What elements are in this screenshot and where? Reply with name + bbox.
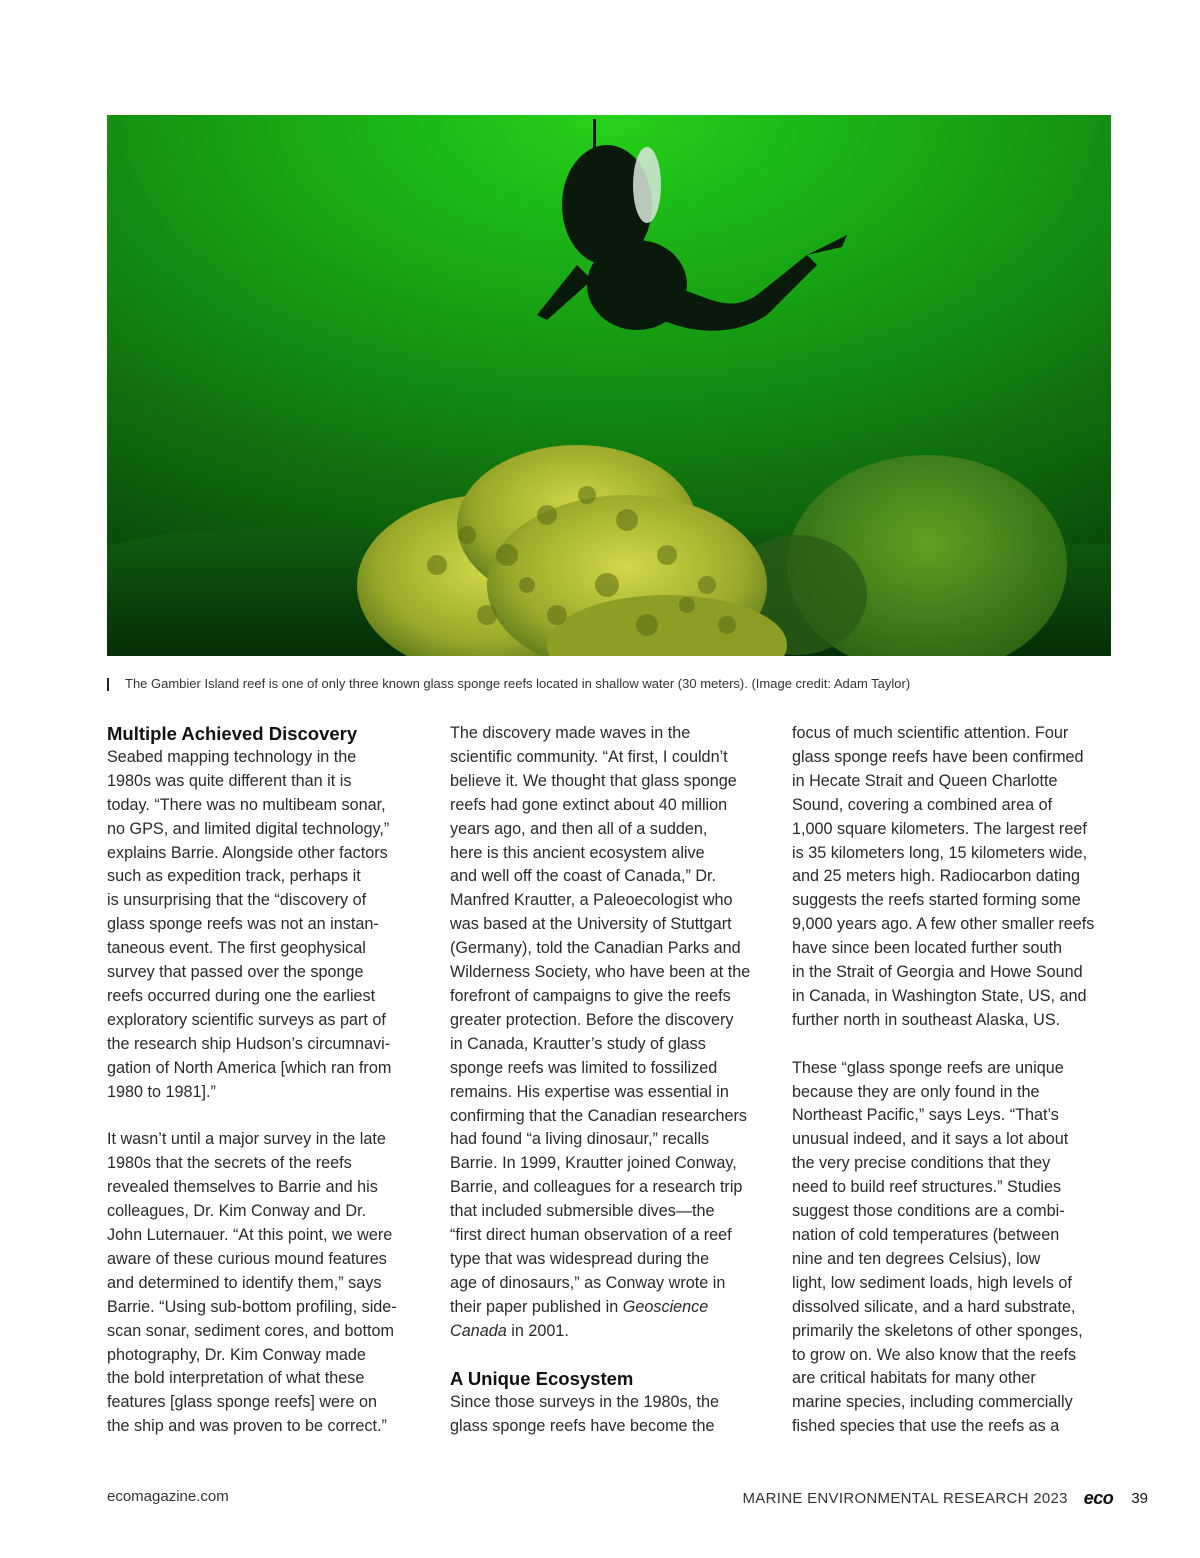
- text-line: It wasn’t until a major survey in the late: [107, 1130, 386, 1149]
- paragraph: [450, 722, 778, 1344]
- text-line: focus of much scientific attention. Four: [792, 724, 1069, 742]
- caption-text: The Gambier Island reef is one of only three known glass sponge reefs located in shallow water (30 meters). (Image credit: Adam Taylor): [125, 676, 911, 691]
- text-line: in Hecate Strait and Queen Charlotte: [792, 771, 1058, 790]
- section-heading-discovery: Multiple Achieved Discovery: [107, 723, 358, 744]
- text-line: was based at the University of Stuttgart: [450, 915, 732, 934]
- text-line: the very precise conditions that they: [792, 1154, 1051, 1173]
- text-line: the research ship Hudson’s circumnavi-: [107, 1034, 391, 1053]
- text-line: features [glass sponge reefs] were on: [107, 1393, 377, 1412]
- paragraph-gap: [792, 1033, 1120, 1057]
- text-line: colleagues, Dr. Kim Conway and Dr.: [107, 1202, 367, 1221]
- text-line: John Luternauer. “At this point, we were: [107, 1226, 393, 1245]
- text-line: [450, 1296, 778, 1320]
- text-line: had found “a living dinosaur,” recalls: [450, 1130, 710, 1149]
- text-line: “first direct human observation of a reef: [450, 1226, 732, 1245]
- caption-marker: [107, 678, 109, 691]
- text-line: no GPS, and limited digital technology,”: [107, 819, 390, 838]
- text-line: suggests the reefs started forming some: [792, 891, 1081, 910]
- text-line: Barrie, and colleagues for a research trip: [450, 1178, 743, 1197]
- text-line: glass sponge reefs was not an instan-: [107, 915, 379, 934]
- diver-over-reef-illustration: [107, 115, 1111, 656]
- text-line: the bold interpretation of what these: [107, 1369, 365, 1388]
- article-photo: [107, 115, 1111, 656]
- text-line: These “glass sponge reefs are unique: [792, 1058, 1064, 1077]
- paragraph: [107, 746, 435, 1105]
- text-line: age of dinosaurs,” as Conway wrote in: [450, 1273, 726, 1292]
- text-line: [450, 1320, 778, 1344]
- text-line: revealed themselves to Barrie and his: [107, 1178, 378, 1197]
- text-line: remains. His expertise was essential in: [450, 1082, 729, 1101]
- text-line: The discovery made waves in the: [450, 724, 691, 742]
- text-line: scientific community. “At first, I couldn’t: [450, 747, 728, 766]
- text-line: that included submersible dives—the: [450, 1202, 715, 1221]
- text-line: Northeast Pacific,” says Leys. “That’s: [792, 1106, 1059, 1125]
- paragraph: [107, 1128, 435, 1439]
- text-line: Since those surveys in the 1980s, the: [450, 1393, 720, 1412]
- paragraph-gap: [107, 1105, 435, 1129]
- text-line: need to build reef structures.” Studies: [792, 1178, 1062, 1197]
- text-line: Barrie. “Using sub-bottom profiling, side-: [107, 1297, 397, 1316]
- text-line: 1,000 square kilometers. The largest reef: [792, 819, 1087, 838]
- text-line: and determined to identify them,” says: [107, 1273, 382, 1292]
- text-line: 1980s was quite different than it is: [107, 771, 352, 790]
- article-column-1: [107, 722, 435, 1439]
- text-line: reefs had gone extinct about 40 million: [450, 795, 728, 814]
- text-line: exploratory scientific surveys as part of: [107, 1010, 386, 1029]
- text-line: gation of North America [which ran from: [107, 1058, 392, 1077]
- text-line: Manfred Krautter, a Paleoecologist who: [450, 891, 733, 910]
- text-line: explains Barrie. Alongside other factors: [107, 843, 388, 862]
- text-line: light, low sediment loads, high levels of: [792, 1273, 1072, 1292]
- text-line: to grow on. We also know that the reefs: [792, 1345, 1077, 1364]
- text-line: 9,000 years ago. A few other smaller reefs: [792, 915, 1095, 934]
- text-line: and well off the coast of Canada,” Dr.: [450, 867, 717, 886]
- text-line: unusual indeed, and it says a lot about: [792, 1130, 1069, 1149]
- text-line: suggest those conditions are a combi-: [792, 1202, 1065, 1221]
- text-line: here is this ancient ecosystem alive: [450, 843, 705, 862]
- text-line: aware of these curious mound features: [107, 1249, 387, 1268]
- text-line: fished species that use the reefs as a: [792, 1417, 1060, 1436]
- text-line: glass sponge reefs have been confirmed: [792, 747, 1084, 766]
- text-line: Barrie. In 1999, Krautter joined Conway,: [450, 1154, 737, 1173]
- text-line: 1980 to 1981].”: [107, 1082, 216, 1101]
- text-line: greater protection. Before the discovery: [450, 1010, 734, 1029]
- footer-journal-title: MARINE ENVIRONMENTAL RESEARCH 2023: [742, 1490, 1068, 1507]
- text-line: nine and ten degrees Celsius), low: [792, 1249, 1041, 1268]
- text-line: in the Strait of Georgia and Howe Sound: [792, 963, 1083, 982]
- text-line: 1980s that the secrets of the reefs: [107, 1154, 352, 1173]
- text-line: believe it. We thought that glass sponge: [450, 771, 737, 790]
- text-line: taneous event. The first geophysical: [107, 939, 366, 958]
- text-line: scan sonar, sediment cores, and bottom: [107, 1321, 395, 1340]
- text-line: Wilderness Society, who have been at the: [450, 963, 751, 982]
- paragraph-gap: [450, 1344, 778, 1368]
- text-line: sponge reefs was limited to fossilized: [450, 1058, 718, 1077]
- text-line: forefront of campaigns to give the reefs: [450, 986, 731, 1005]
- text-line: Seabed mapping technology in the: [107, 747, 357, 766]
- text-line: such as expedition track, perhaps it: [107, 867, 361, 886]
- text-line: in Canada, in Washington State, US, and: [792, 986, 1087, 1005]
- publication-title: Geoscience: [622, 1297, 709, 1316]
- text-line: survey that passed over the sponge: [107, 963, 364, 982]
- text-line: photography, Dr. Kim Conway made: [107, 1345, 366, 1364]
- text-line: years ago, and then all of a sudden,: [450, 819, 708, 838]
- text-line: are critical habitats for many other: [792, 1369, 1036, 1388]
- footer-website[interactable]: ecomagazine.com: [107, 1488, 229, 1505]
- paragraph: [450, 1391, 778, 1439]
- text-line: is 35 kilometers long, 15 kilometers wide,: [792, 843, 1088, 862]
- text-line: marine species, including commercially: [792, 1393, 1073, 1412]
- text-fragment: their paper published in: [450, 1297, 623, 1316]
- paragraph: [792, 1057, 1120, 1440]
- page-number: 39: [1131, 1490, 1148, 1507]
- text-line: glass sponge reefs have become the: [450, 1417, 715, 1436]
- article-column-3: [792, 722, 1120, 1439]
- text-line: and 25 meters high. Radiocarbon dating: [792, 867, 1080, 886]
- text-line: nation of cold temperatures (between: [792, 1226, 1060, 1245]
- text-line: have since been located further south: [792, 939, 1062, 958]
- article-column-2: [450, 722, 778, 1439]
- section-heading-ecosystem: A Unique Ecosystem: [450, 1368, 634, 1390]
- paragraph: [792, 722, 1120, 1033]
- text-line: further north in southeast Alaska, US.: [792, 1010, 1061, 1029]
- text-line: (Germany), told the Canadian Parks and: [450, 939, 741, 958]
- text-line: is unsurprising that the “discovery of: [107, 891, 367, 910]
- text-line: type that was widespread during the: [450, 1249, 710, 1268]
- footer-publication-info: [743, 1488, 1149, 1509]
- text-fragment: in 2001.: [506, 1321, 569, 1340]
- text-line: reefs occurred during one the earliest: [107, 986, 376, 1005]
- text-line: confirming that the Canadian researchers: [450, 1106, 747, 1125]
- eco-logo: eco: [1083, 1488, 1114, 1508]
- text-line: today. “There was no multibeam sonar,: [107, 795, 386, 814]
- publication-title: Canada: [450, 1321, 507, 1340]
- text-line: in Canada, Krautter’s study of glass: [450, 1034, 706, 1053]
- text-line: dissolved silicate, and a hard substrate,: [792, 1297, 1076, 1316]
- text-line: primarily the skeletons of other sponges,: [792, 1321, 1083, 1340]
- text-line: Sound, covering a combined area of: [792, 795, 1053, 814]
- text-line: the ship and was proven to be correct.”: [107, 1417, 387, 1436]
- text-line: because they are only found in the: [792, 1082, 1040, 1101]
